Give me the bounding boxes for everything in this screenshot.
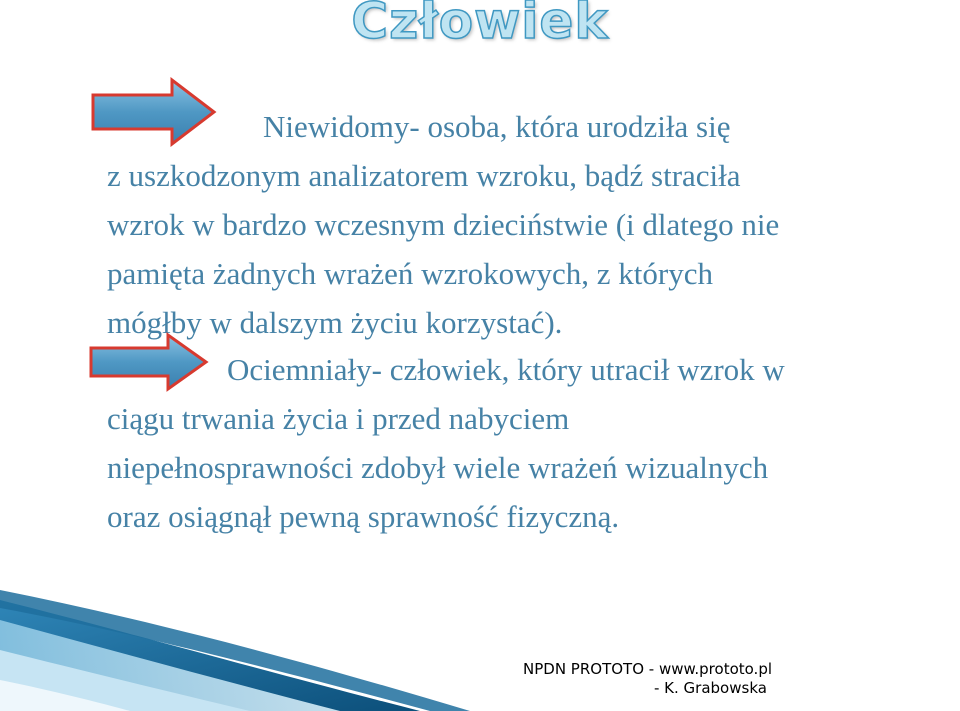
slide-title: Człowiek <box>351 0 609 50</box>
footer-line-2: - K. Grabowska <box>654 679 767 697</box>
paragraph-line: niepełnosprawności zdobył wiele wrażeń wizualnych <box>107 450 769 485</box>
paragraph-line: pamięta żadnych wrażeń wzrokowych, z których <box>107 256 713 291</box>
paragraph-niewidomy <box>107 102 779 347</box>
paragraph-line: wzrok w bardzo wczesnym dzieciństwie (i dlatego nie <box>107 207 780 242</box>
paragraph-line: Niewidomy- osoba, która urodziła się <box>263 109 731 144</box>
paragraph-line: mógłby w dalszym życiu korzystać). <box>107 305 563 340</box>
decorative-waves <box>0 560 960 711</box>
paragraph-ociemnialy <box>107 345 785 541</box>
footer-line-1: NPDN PROTOTO - www.prototo.pl <box>523 660 773 678</box>
paragraph-line: z uszkodzonym analizatorem wzroku, bądź straciła <box>107 158 741 193</box>
paragraph-line: Ociemniały- człowiek, który utracił wzrok w <box>227 352 785 387</box>
paragraph-line: ciągu trwania życia i przed nabyciem <box>107 401 570 436</box>
paragraph-line: oraz osiągnął pewną sprawność fizyczną. <box>107 499 620 534</box>
